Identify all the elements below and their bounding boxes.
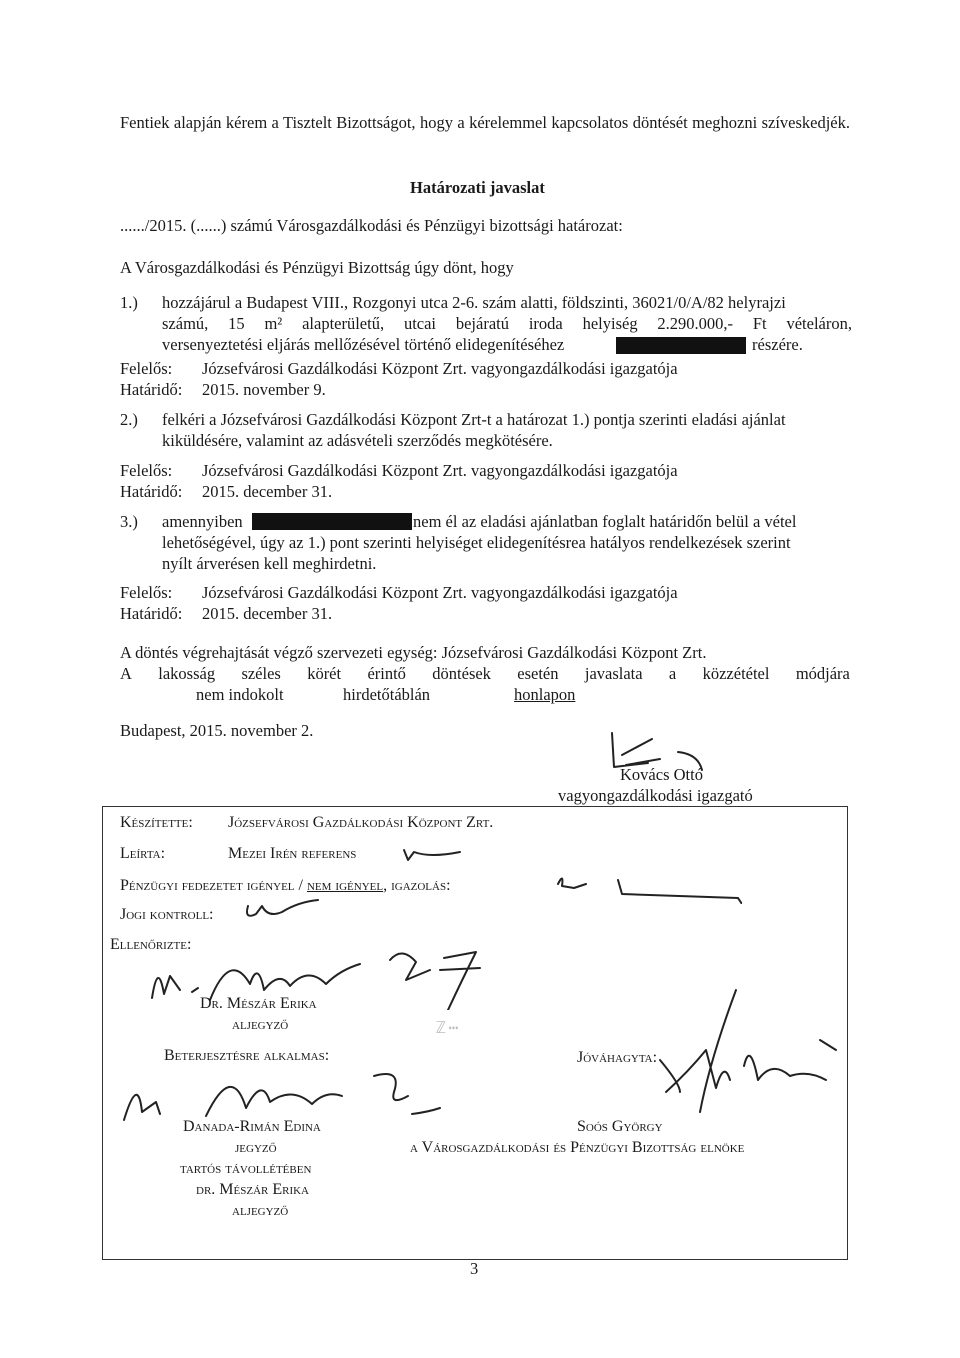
danada-title: jegyző [235,1139,277,1156]
hatarido-label: Határidő: [120,604,183,623]
item1-line1: hozzájárul a Budapest VIII., Rozgonyi utca 2-6. szám alatti, földszinti, 36021/0/A/82 helyrajzi [162,293,786,312]
hatarido-value: 2015. november 9. [202,380,326,399]
meszar2-name: dr. Mészár Erika [196,1181,310,1198]
leirta-label: Leírta: [120,845,166,862]
item2-line1: felkéri a Józsefvárosi Gazdálkodási Központ Zrt-t a határozat 1.) pontja szerinti eladási ajánlat [162,410,786,429]
meszar-name: Dr. Mészár Erika [200,995,317,1012]
item1-line2: számú, 15 m² alapterületű, utcai bejáratú iroda helyiség 2.290.000,- Ft vételáron, [162,314,852,333]
initials-signature [400,842,470,866]
felelos-value: Józsefvárosi Gazdálkodási Központ Zrt. vagyongazdálkodási igazgatója [202,583,678,602]
hatarido-value: 2015. december 31. [202,482,333,501]
hatarido-value: 2015. december 31. [202,604,333,623]
item1-number: 1.) [120,293,138,312]
page-number: 3 [470,1259,479,1278]
beterjesztesre-label: Beterjesztésre alkalmas: [164,1047,330,1064]
fedezet-line: Pénzügyi fedezetet igényel / nem igényel, igazolás: [120,877,451,894]
fedezet-signature [552,870,742,904]
resolution-number: ....../2015. (......) számú Városgazdálkodási és Pénzügyi bizottsági határozat: [120,216,623,235]
felelos-label: Felelős: [120,583,173,602]
publication-option: hirdetőtáblán [343,685,431,704]
ellenorizte-label: Ellenőrizte: [110,936,192,953]
item2-line2: kiküldésére, valamint az adásvételi szerződés megkötésére. [162,431,553,450]
publication-line: A lakosság széles körét érintő döntések esetén javaslata a közzététel módjára [120,664,850,683]
resolution-heading: Határozati javaslat [410,178,545,197]
ellenorizte-signature [140,940,520,1010]
hatarido-label: Határidő: [120,482,183,501]
tartos-tavolleteben: tartós távollétében [180,1160,312,1177]
signature-tick [676,748,716,778]
leirta-value: Mezei Irén referens [228,845,357,862]
keszitette-value: Józsefvárosi Gazdálkodási Központ Zrt. [228,814,494,831]
item1-line3: versenyeztetési eljárás mellőzésével történő elidegenítéséhez [162,335,565,354]
item3-line1-end: nem él az eladási ajánlatban foglalt határidőn belül a vétel [413,512,797,531]
intro-paragraph: Fentiek alapján kérem a Tisztelt Bizottságot, hogy a kérelemmel kapcsolatos döntését meghozni szíveskedjék. [120,113,850,132]
elnok-signature [640,980,840,1120]
executor-line: A döntés végrehajtását végző szervezeti egység: Józsefvárosi Gazdálkodási Központ Zrt. [120,643,707,662]
jogi-kontroll-label: Jogi kontroll: [120,906,214,923]
committee-decides: A Városgazdálkodási és Pénzügyi Bizottság úgy dönt, hogy [120,258,514,277]
felelos-label: Felelős: [120,359,173,378]
jovahagyta-label: Jóváhagyta: [577,1049,658,1066]
redaction-bar [616,337,746,354]
faded-stamp: ℤ⋯ [436,1018,462,1037]
felelos-value: Józsefvárosi Gazdálkodási Központ Zrt. vagyongazdálkodási igazgatója [202,359,678,378]
hatarido-label: Határidő: [120,380,183,399]
redaction-bar [252,513,412,530]
signer-name: Kovács Ottó [620,765,703,784]
keszitette-label: Készítette: [120,814,193,831]
item1-line3-end: részére. [752,335,803,354]
felelos-value: Józsefvárosi Gazdálkodási Központ Zrt. vagyongazdálkodási igazgatója [202,461,678,480]
meszar-title: aljegyző [232,1016,289,1033]
meszar2-title: aljegyző [232,1202,289,1219]
item3-line1-start: amennyiben [162,512,243,531]
publication-option-selected: honlapon [514,685,576,704]
item2-number: 2.) [120,410,138,429]
felelos-label: Felelős: [120,461,173,480]
publication-option: nem indokolt [196,685,284,704]
place-date: Budapest, 2015. november 2. [120,721,314,740]
item3-line2: lehetőségével, úgy az 1.) pont szerinti helyiséget elidegenítésrea hatályos rendelkezések szerint [162,533,791,552]
soos-name: Soós György [577,1118,663,1135]
soos-title: a Városgazdálkodási és Pénzügyi Bizottság elnöke [410,1139,745,1156]
jogi-signature [242,896,322,924]
signer-title: vagyongazdálkodási igazgató [558,786,753,805]
danada-name: Danada-Rimán Edina [183,1118,321,1135]
item3-line3: nyílt árverésen kell meghirdetni. [162,554,377,573]
item3-number: 3.) [120,512,138,531]
